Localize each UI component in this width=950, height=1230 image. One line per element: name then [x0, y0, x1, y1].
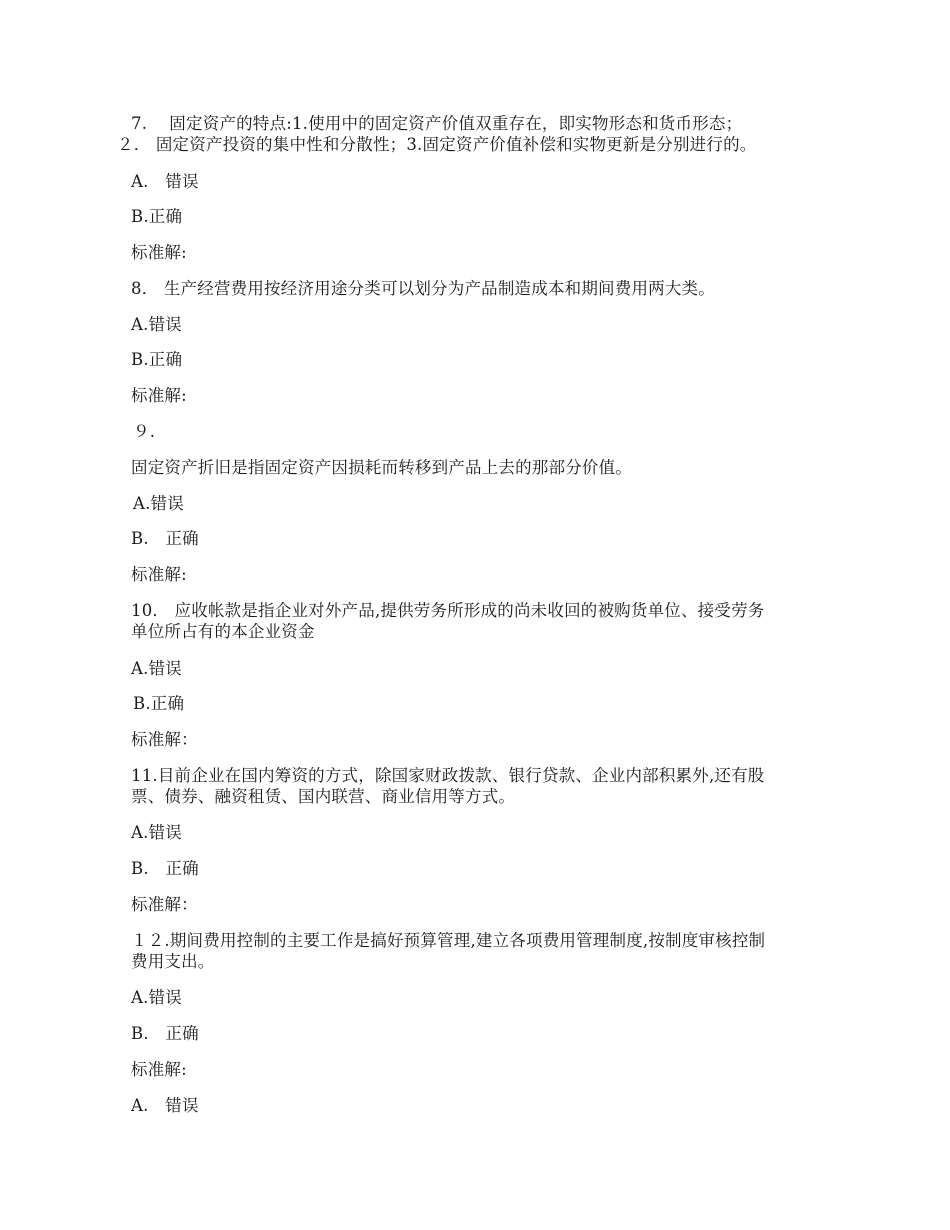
- question-7-text-line-2: ２． 固定资产投资的集中性和分散性；3.固定资产价值补偿和实物更新是分别进行的。: [117, 135, 757, 154]
- question-12-text-line-1: １２.期间费用控制的主要工作是搞好预算管理,建立各项费用管理制度,按制度审核控制: [131, 931, 766, 950]
- question-11-option-a: A.错误: [131, 823, 182, 842]
- question-9-option-a: A.错误: [133, 494, 184, 513]
- question-9-text-line-1: 固定资产折旧是指固定资产因损耗而转移到产品上去的那部分价值。: [131, 458, 632, 477]
- question-10-text-line-2: 单位所占有的本企业资金: [131, 622, 315, 641]
- question-8-text-line-1: 8． 生产经营费用按经济用途分类可以划分为产品制造成本和期间费用两大类。: [131, 279, 715, 298]
- question-10-option-a: A.错误: [131, 659, 182, 678]
- question-8-option-a: A.错误: [131, 315, 182, 334]
- question-10-answer-label: 标准解：: [131, 730, 198, 749]
- question-11-text-line-2: 票、债券、融资租赁、国内联营、商业信用等方式。: [131, 787, 516, 806]
- question-9-option-b: B. 正确: [131, 529, 199, 548]
- question-11-text-line-1: 11.目前企业在国内筹资的方式，除国家财政拨款、银行贷款、企业内部积累外,还有股: [131, 766, 765, 785]
- question-9-answer-label: 标准解:: [131, 565, 187, 584]
- question-10-text-line-1: 10． 应收帐款是指企业对外产品,提供劳务所形成的尚未收回的被购货单位、接受劳务: [131, 601, 765, 620]
- question-7-option-b: B.正确: [131, 207, 183, 226]
- question-9-number: ９.: [133, 422, 156, 441]
- question-10-option-b: B.正确: [133, 694, 185, 713]
- question-12-option-b: B. 正确: [131, 1024, 199, 1043]
- trailing-option-a: A. 错误: [131, 1096, 199, 1115]
- question-7-option-a: A. 错误: [131, 172, 199, 191]
- question-12-answer-label: 标准解:: [131, 1060, 187, 1079]
- question-7-text-line-1: 7. 固定资产的特点:1.使用中的固定资产价值双重存在，即实物形态和货币形态；: [131, 114, 743, 133]
- question-8-answer-label: 标准解:: [131, 386, 187, 405]
- question-11-answer-label: 标准解：: [131, 895, 198, 914]
- question-11-option-b: B. 正确: [131, 859, 199, 878]
- question-7-answer-label: 标准解:: [131, 243, 187, 262]
- question-12-text-line-2: 费用支出。: [131, 952, 215, 971]
- question-12-option-a: A.错误: [131, 988, 182, 1007]
- question-8-option-b: B.正确: [131, 350, 183, 369]
